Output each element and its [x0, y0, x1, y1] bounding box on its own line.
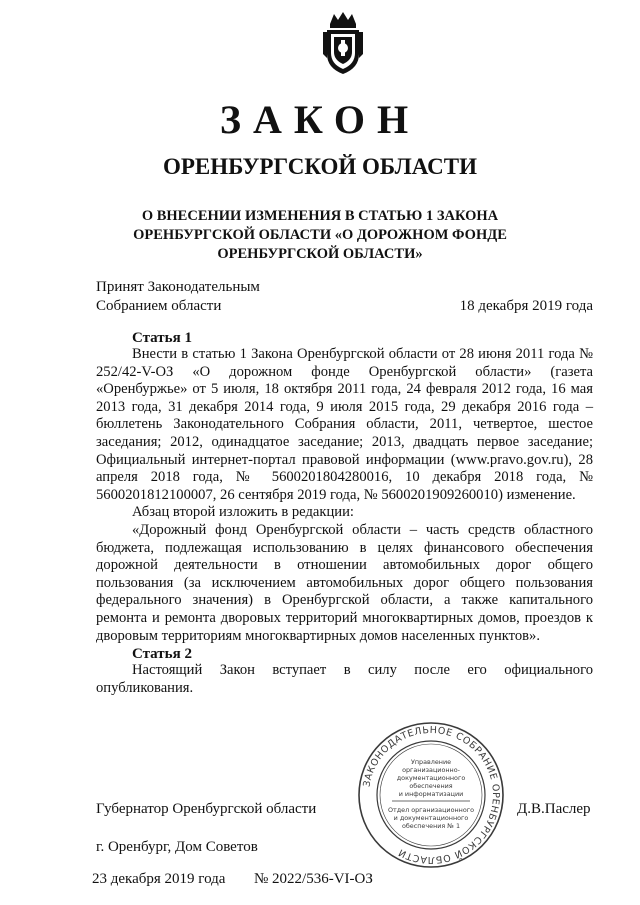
signatory-name: Д.В.Паслер [517, 801, 591, 817]
article-1-paragraph: Абзац второй изложить в редакции: [132, 504, 354, 520]
article-1-paragraph: «Дорожный фонд Оренбургской области – часть средств областного бюджета, подлежащая использованию в целях финансового обеспечения дорожной деятельности в отношении автомобильных дорог общего пользования (за исключением автомобильных дорог общего пользования федерального значения) в Оренбургской области, а также капитального ремонта и ремонта дворовых территорий многоквартирных домов, проездов к дворовым территориям многоквартирных домов населенных пунктов». [96, 522, 593, 644]
adoption-line: Собранием области [96, 298, 222, 314]
seal-inner-line: организационно- [402, 766, 460, 774]
article-2-heading: Статья 2 [132, 646, 192, 662]
article-1-paragraph: Внести в статью 1 Закона Оренбургской области от 28 июня 2011 года № 252/42-V-ОЗ «О дорожном фонде Оренбургской области» (газета «Оренбуржье» от 5 июля, 18 октября 2011 года, 24 февраля 2012 года, 16 мая 2013 года, 31 декабря 2014 года, 9 июля 2015 года, 29 декабря 2016 года – бюллетень Законодательного Собрания области, 2011, четвертое, шестое заседания; 2012, одинадцатое заседание; 2013, двадцать первое заседание; Официальный интернет-портал правовой информации (www.pravo.gov.ru), 28 апреля 2018 года, № 5600201804280016, 10 декабря 2018 года, № 5600201812100007, 26 сентября 2019 года, № 5600201909260010) изменение. [96, 346, 593, 503]
seal-inner-line: обеспечения [409, 782, 453, 790]
coat-of-arms-icon [318, 10, 368, 76]
law-number: № 2022/536-VI-ОЗ [254, 871, 373, 887]
seal-inner-line: Отдел организационного [387, 806, 475, 814]
region-title: ОРЕНБУРГСКОЙ ОБЛАСТИ [162, 154, 478, 179]
law-subject-line: О ВНЕСЕНИИ ИЗМЕНЕНИЯ В СТАТЬЮ 1 ЗАКОНА [141, 208, 499, 224]
signatory-title: Губернатор Оренбургской области [96, 801, 317, 817]
signing-place: г. Оренбург, Дом Советов [96, 839, 258, 855]
official-seal [356, 720, 506, 870]
document-type-title: ЗАКОН [219, 97, 421, 142]
signing-date: 23 декабря 2019 года [92, 871, 226, 887]
article-1-heading: Статья 1 [132, 330, 192, 346]
seal-inner-line: документационного [396, 774, 466, 782]
article-2-paragraph: Настоящий Закон вступает в силу после его официального опубликования. [96, 662, 593, 696]
law-subject [120, 207, 520, 264]
law-subject-line: ОРЕНБУРГСКОЙ ОБЛАСТИ» [217, 246, 423, 262]
seal-inner-line: Управление [410, 758, 452, 766]
adoption-line: Принят Законодательным [96, 279, 260, 295]
seal-inner-line: обеспечения № 1 [401, 822, 461, 830]
law-subject-line: ОРЕНБУРГСКОЙ ОБЛАСТИ «О ДОРОЖНОМ ФОНДЕ [133, 227, 507, 243]
seal-inner-line: и документационного [393, 814, 469, 822]
seal-outer-text: ЗАКОНОДАТЕЛЬНОЕ СОБРАНИЕ ОРЕНБУРГСКОЙ ОБЛАСТИ [361, 724, 502, 866]
seal-inner-line: и информатизации [398, 790, 464, 798]
adoption-info [96, 278, 260, 316]
adoption-date: 18 декабря 2019 года [459, 298, 593, 314]
